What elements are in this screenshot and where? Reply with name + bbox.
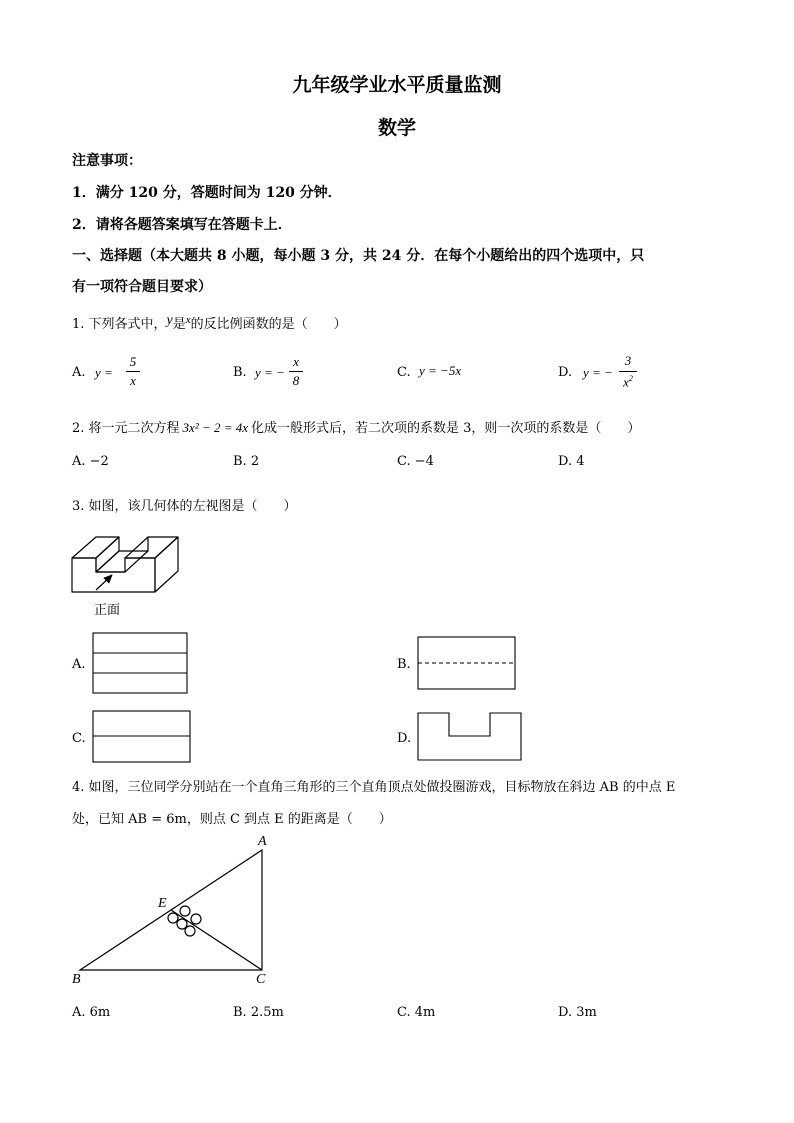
label-c: C [256,972,266,987]
q2-option-a: A. −2 [72,454,109,469]
q2-option-b: B. 2 [233,454,260,469]
q2-equation: 3x² − 2 = 4x [182,420,249,435]
q1-mid: 是 [172,317,186,332]
q1-y: y [166,313,173,328]
q3-option-a-letter: A. [72,657,86,672]
ring-4 [177,919,187,929]
q3-option-b-letter: B. [397,657,411,672]
q1-post: 的反比例函数的是（ ） [190,317,347,332]
q2-pre: 2. 将一元二次方程 [72,421,180,436]
ring-2 [180,906,190,916]
q1-option-d-den: $x^2$ [623,374,633,390]
q4-option-c: C. 4m [397,1005,436,1020]
q3-stem: 3. 如图，该几何体的左视图是（ ） [72,499,297,514]
q4-option-b: B. 2.5m [233,1005,284,1020]
note-item-1: 1．满分 120 分，答题时间为 120 分钟． [72,185,342,201]
note-item-2: 2．请将各题答案填写在答题卡上． [72,217,292,233]
q2-option-d: D. 4 [558,454,585,469]
q4-stem-line1: 4. 如图，三位同学分别站在一个直角三角形的三个直角顶点处做投圈游戏，目标物放在斜边 AB 的中点 E [72,780,676,795]
label-b: B [72,972,81,987]
q1-option-a-letter: A. [72,365,86,380]
q1-option-b-den: 8 [292,373,300,388]
q1-pre: 1. 下列各式中， [72,317,167,332]
page-title: 九年级学业水平质量监测 [292,74,502,96]
q1-option-a-den: x [130,373,136,388]
q1-option-c-expr: y = −5x [419,363,462,378]
q1-option-d-letter: D. [558,365,573,380]
section-heading-line1: 一、选择题（本大题共 8 小题，每小题 3 分，共 24 分．在每个小题给出的四个选项中，只 [72,248,645,264]
ring-5 [185,926,195,936]
label-e: E [158,896,167,911]
q1-option-a-lhs: y = [95,365,113,380]
notes-heading: 注意事项： [72,153,142,169]
ring-3 [191,914,201,924]
q3-option-c-letter: C. [72,731,86,746]
front-label: 正面 [94,603,121,618]
q1-option-c-letter: C. [397,365,411,380]
q2-post: 化成一般形式后，若二次项的系数是 3，则一次项的系数是（ ） [251,421,641,436]
q1-option-b-letter: B. [233,365,247,380]
section-heading-line2: 有一项符合题目要求） [72,279,212,295]
q1-option-a-num: 5 [129,354,137,369]
q1-option-b-lhs: y = − [255,365,285,380]
label-a: A [258,834,267,849]
subject-title: 数学 [377,117,416,139]
q1-x: x [185,314,191,326]
segment-ec [171,910,262,970]
q1-option-d-lhs: y = − [583,365,613,380]
q1-option-d-num: 3 [624,353,632,368]
q1-option-d-den-sup: 2 [628,374,633,383]
q1-option-b-num: x [293,354,299,369]
ring-1 [168,913,178,923]
q4-stem-line2: 处，已知 AB = 6m，则点 C 到点 E 的距离是（ ） [72,812,392,827]
q2-option-c: C. −4 [397,454,434,469]
q3-option-d-letter: D. [397,731,412,746]
q4-option-a: A. 6m [72,1005,111,1020]
q4-option-d: D. 3m [558,1005,597,1020]
